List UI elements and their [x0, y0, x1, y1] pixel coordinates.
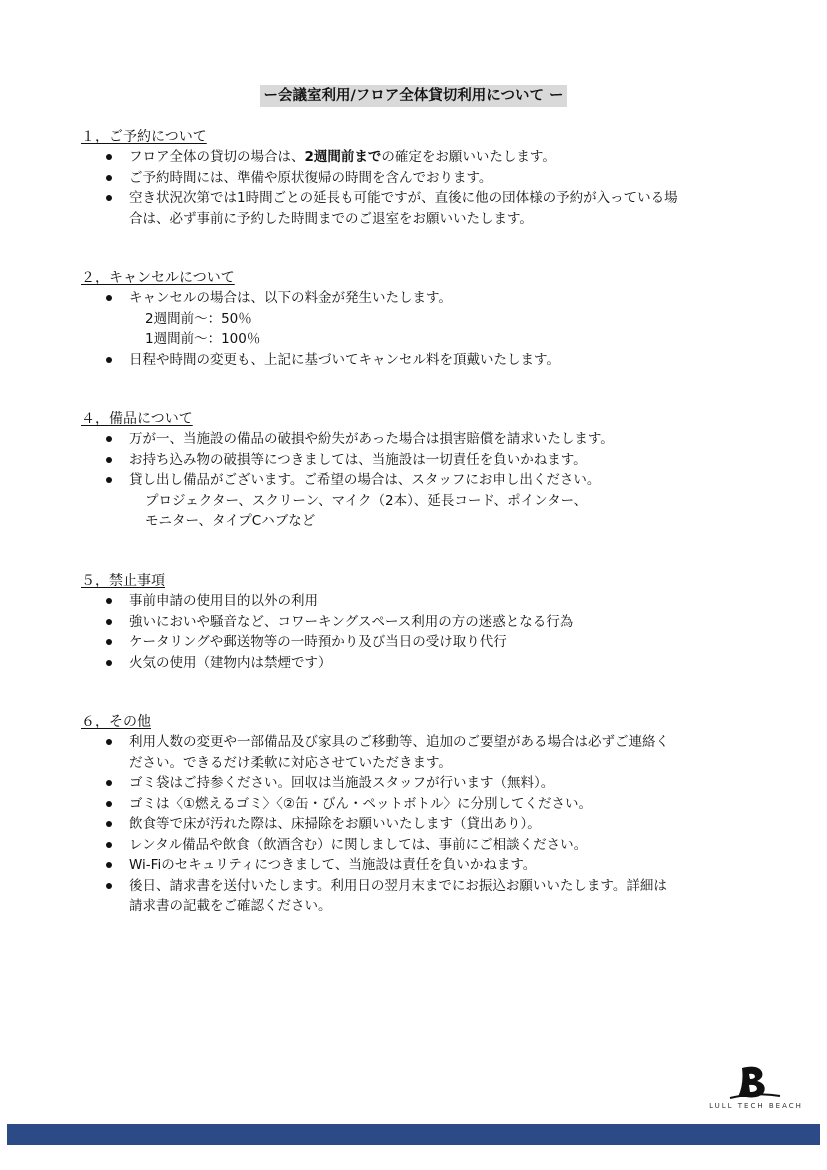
list-item: ケータリングや郵送物等の一時預かり及び当日の受け取り代行	[81, 632, 761, 653]
section-reservation	[81, 127, 761, 229]
list-item: 飲食等で床が汚れた際は、床掃除をお願いいたします（貸出あり）。	[81, 814, 761, 835]
page-title: ー会議室利用/フロア全体貸切利用について ー	[260, 85, 566, 107]
cancel-fee-1week: 1週間前〜：100％	[145, 331, 261, 347]
brand-name: LULL TECH BEACH	[709, 1102, 803, 1110]
list-item: 火気の使用（建物内は禁煙です）	[81, 653, 761, 674]
list-item: 万が一、当施設の備品の破損や紛失があった場合は損害賠償を請求いたします。	[81, 429, 761, 450]
emphasis-deadline: 2週間前まで	[304, 149, 382, 165]
section-other	[81, 712, 761, 917]
list-item: ゴミ袋はご持参ください。回収は当施設スタッフが行います（無料）。	[81, 773, 761, 794]
cancel-fee-2weeks: 2週間前〜：50％	[145, 310, 252, 327]
section-heading: １，ご予約について	[81, 129, 207, 145]
list-item: 利用人数の変更や一部備品及び家具のご移動等、追加のご要望がある場合は必ずご連絡く ださい。できるだけ柔軟に対応させていただきます。	[81, 732, 761, 773]
list-item: 後日、請求書を送付いたします。利用日の翌月末までにお振込お願いいたします。詳細は 請求書の記載をご確認ください。	[81, 876, 761, 917]
equipment-list-line: プロジェクター、スクリーン、マイク（2本）、延長コード、ポインター、	[145, 492, 588, 509]
list-item: レンタル備品や飲食（飲酒含む）に関しましては、事前にご相談ください。	[81, 835, 761, 856]
list-item: フロア全体の貸切の場合は、2週間前までの確定をお願いいたします。	[81, 147, 761, 168]
section-heading: ４，備品について	[81, 411, 193, 427]
equipment-list-line: モニター、タイプCハブなど	[145, 513, 316, 529]
brand-mark-icon	[700, 1062, 812, 1102]
list-item: 事前申請の使用目的以外の利用	[81, 591, 761, 612]
section-heading: ２，キャンセルについて	[81, 270, 235, 286]
list-item: 貸し出し備品がございます。ご希望の場合は、スタッフにお申し出ください。 プロジェクター、スクリーン、マイク（2本）、延長コード、ポインター、 モニター、タイプCハブなど	[81, 470, 761, 532]
list-item: 強いにおいや騒音など、コワーキングスペース利用の方の迷惑となる行為	[81, 612, 761, 633]
list-item: ゴミは〈①燃えるゴミ〉〈②缶・びん・ペットボトル〉に分別してください。	[81, 794, 761, 815]
list-item: Wi-Fiのセキュリティにつきまして、当施設は責任を負いかねます。	[81, 855, 761, 876]
brand-logo	[700, 1062, 812, 1116]
list-item: 日程や時間の変更も、上記に基づいてキャンセル料を頂戴いたします。	[81, 350, 761, 371]
list-item: お持ち込み物の破損等につきましては、当施設は一切責任を負いかねます。	[81, 450, 761, 471]
list-item: 空き状況次第では1時間ごとの延長も可能ですが、直後に他の団体様の予約が入っている場 合は、必ず事前に予約した時間までのご退室をお願いいたします。	[81, 188, 761, 229]
list-item: キャンセルの場合は、以下の料金が発生いたします。 2週間前〜：50％ 1週間前〜：100％	[81, 288, 761, 350]
section-heading: ５，禁止事項	[81, 573, 165, 589]
list-item: ご予約時間には、準備や原状復帰の時間を含んでおります。	[81, 168, 761, 189]
section-heading: ６，その他	[81, 714, 151, 730]
section-equipment	[81, 409, 761, 532]
section-cancellation	[81, 268, 761, 370]
footer-bar	[7, 1124, 820, 1145]
section-prohibited	[81, 571, 761, 673]
